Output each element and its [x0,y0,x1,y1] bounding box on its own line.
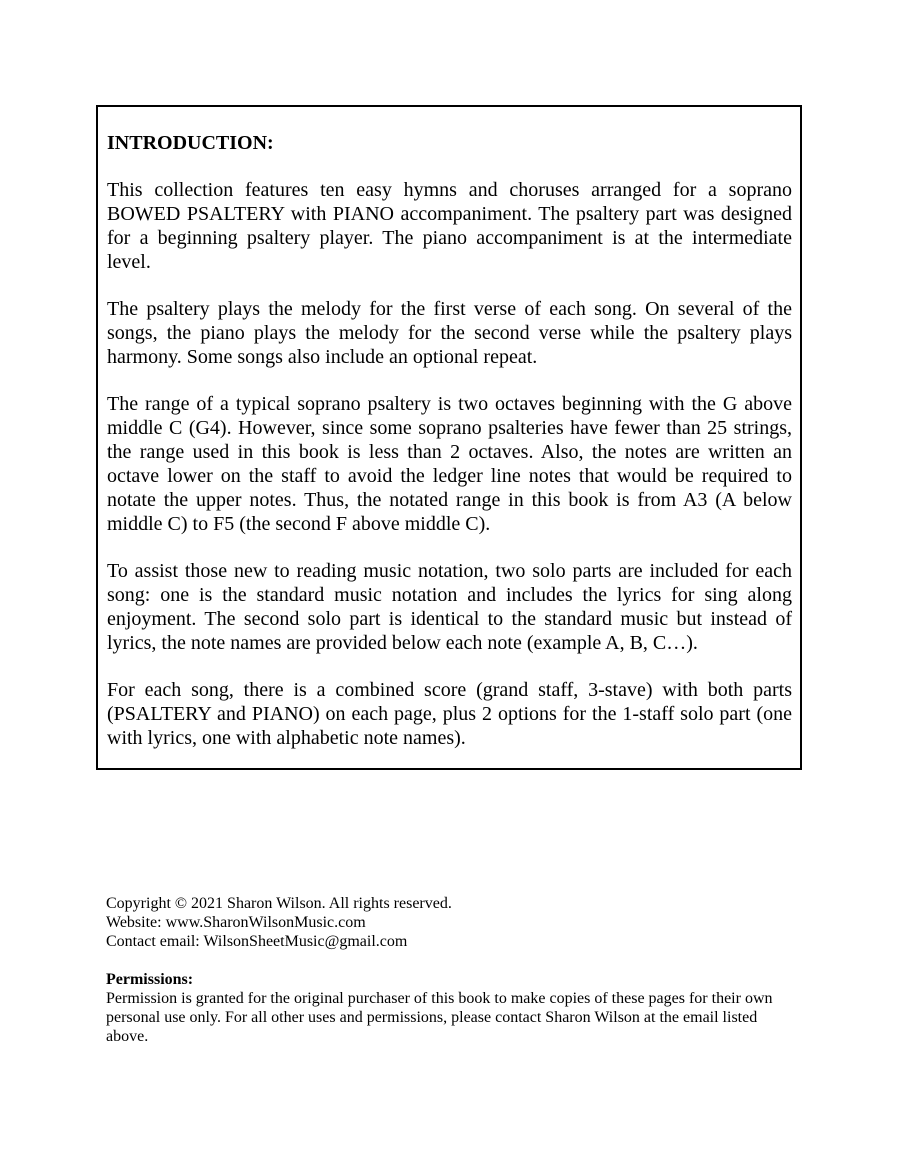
introduction-paragraph: To assist those new to reading music notation, two solo parts are included for each song: one is the standard music notation and includes the lyrics for sing along enjoyment. The second solo part is identical to the standard music but instead of lyrics, the note names are provided below each note (example A, B, C…). [107,560,792,654]
introduction-paragraph: The range of a typical soprano psaltery is two octaves beginning with the G above middle C (G4). However, since some soprano psalteries have fewer than 25 strings, the range used in this book is less than 2 octaves. Also, the notes are written an octave lower on the staff to avoid the ledger line notes that would be required to notate the upper notes. Thus, the notated range in this book is from A3 (A below middle C) to F5 (the second F above middle C). [107,393,792,535]
copyright-notice: Copyright © 2021 Sharon Wilson. All rights reserved. [106,895,452,912]
introduction-paragraph: The psaltery plays the melody for the first verse of each song. On several of the songs, the piano plays the melody for the second verse while the psaltery plays harmony. Some songs also include an optional repeat. [107,298,792,368]
footer [106,894,796,1046]
website-line: Website: www.SharonWilsonMusic.com [106,914,366,931]
introduction-paragraph: For each song, there is a combined score (grand staff, 3-stave) with both parts (PSALTERY and PIANO) on each page, plus 2 options for the 1-staff solo part (one with lyrics, one with alphabetic note names). [107,679,792,749]
permissions-text: Permission is granted for the original purchaser of this book to make copies of these pages for their own personal use only. For all other uses and permissions, please contact Sharon Wilson at the email listed above. [106,990,773,1045]
contact-email-line: Contact email: WilsonSheetMusic@gmail.com [106,933,408,950]
permissions-heading: Permissions: [106,971,194,988]
introduction-heading: INTRODUCTION: [107,132,274,154]
introduction-box [96,105,802,770]
introduction-paragraph: This collection features ten easy hymns and choruses arranged for a soprano BOWED PSALTERY with PIANO accompaniment. The psaltery part was designed for a beginning psaltery player. The piano accompaniment is at the intermediate level. [107,179,792,273]
